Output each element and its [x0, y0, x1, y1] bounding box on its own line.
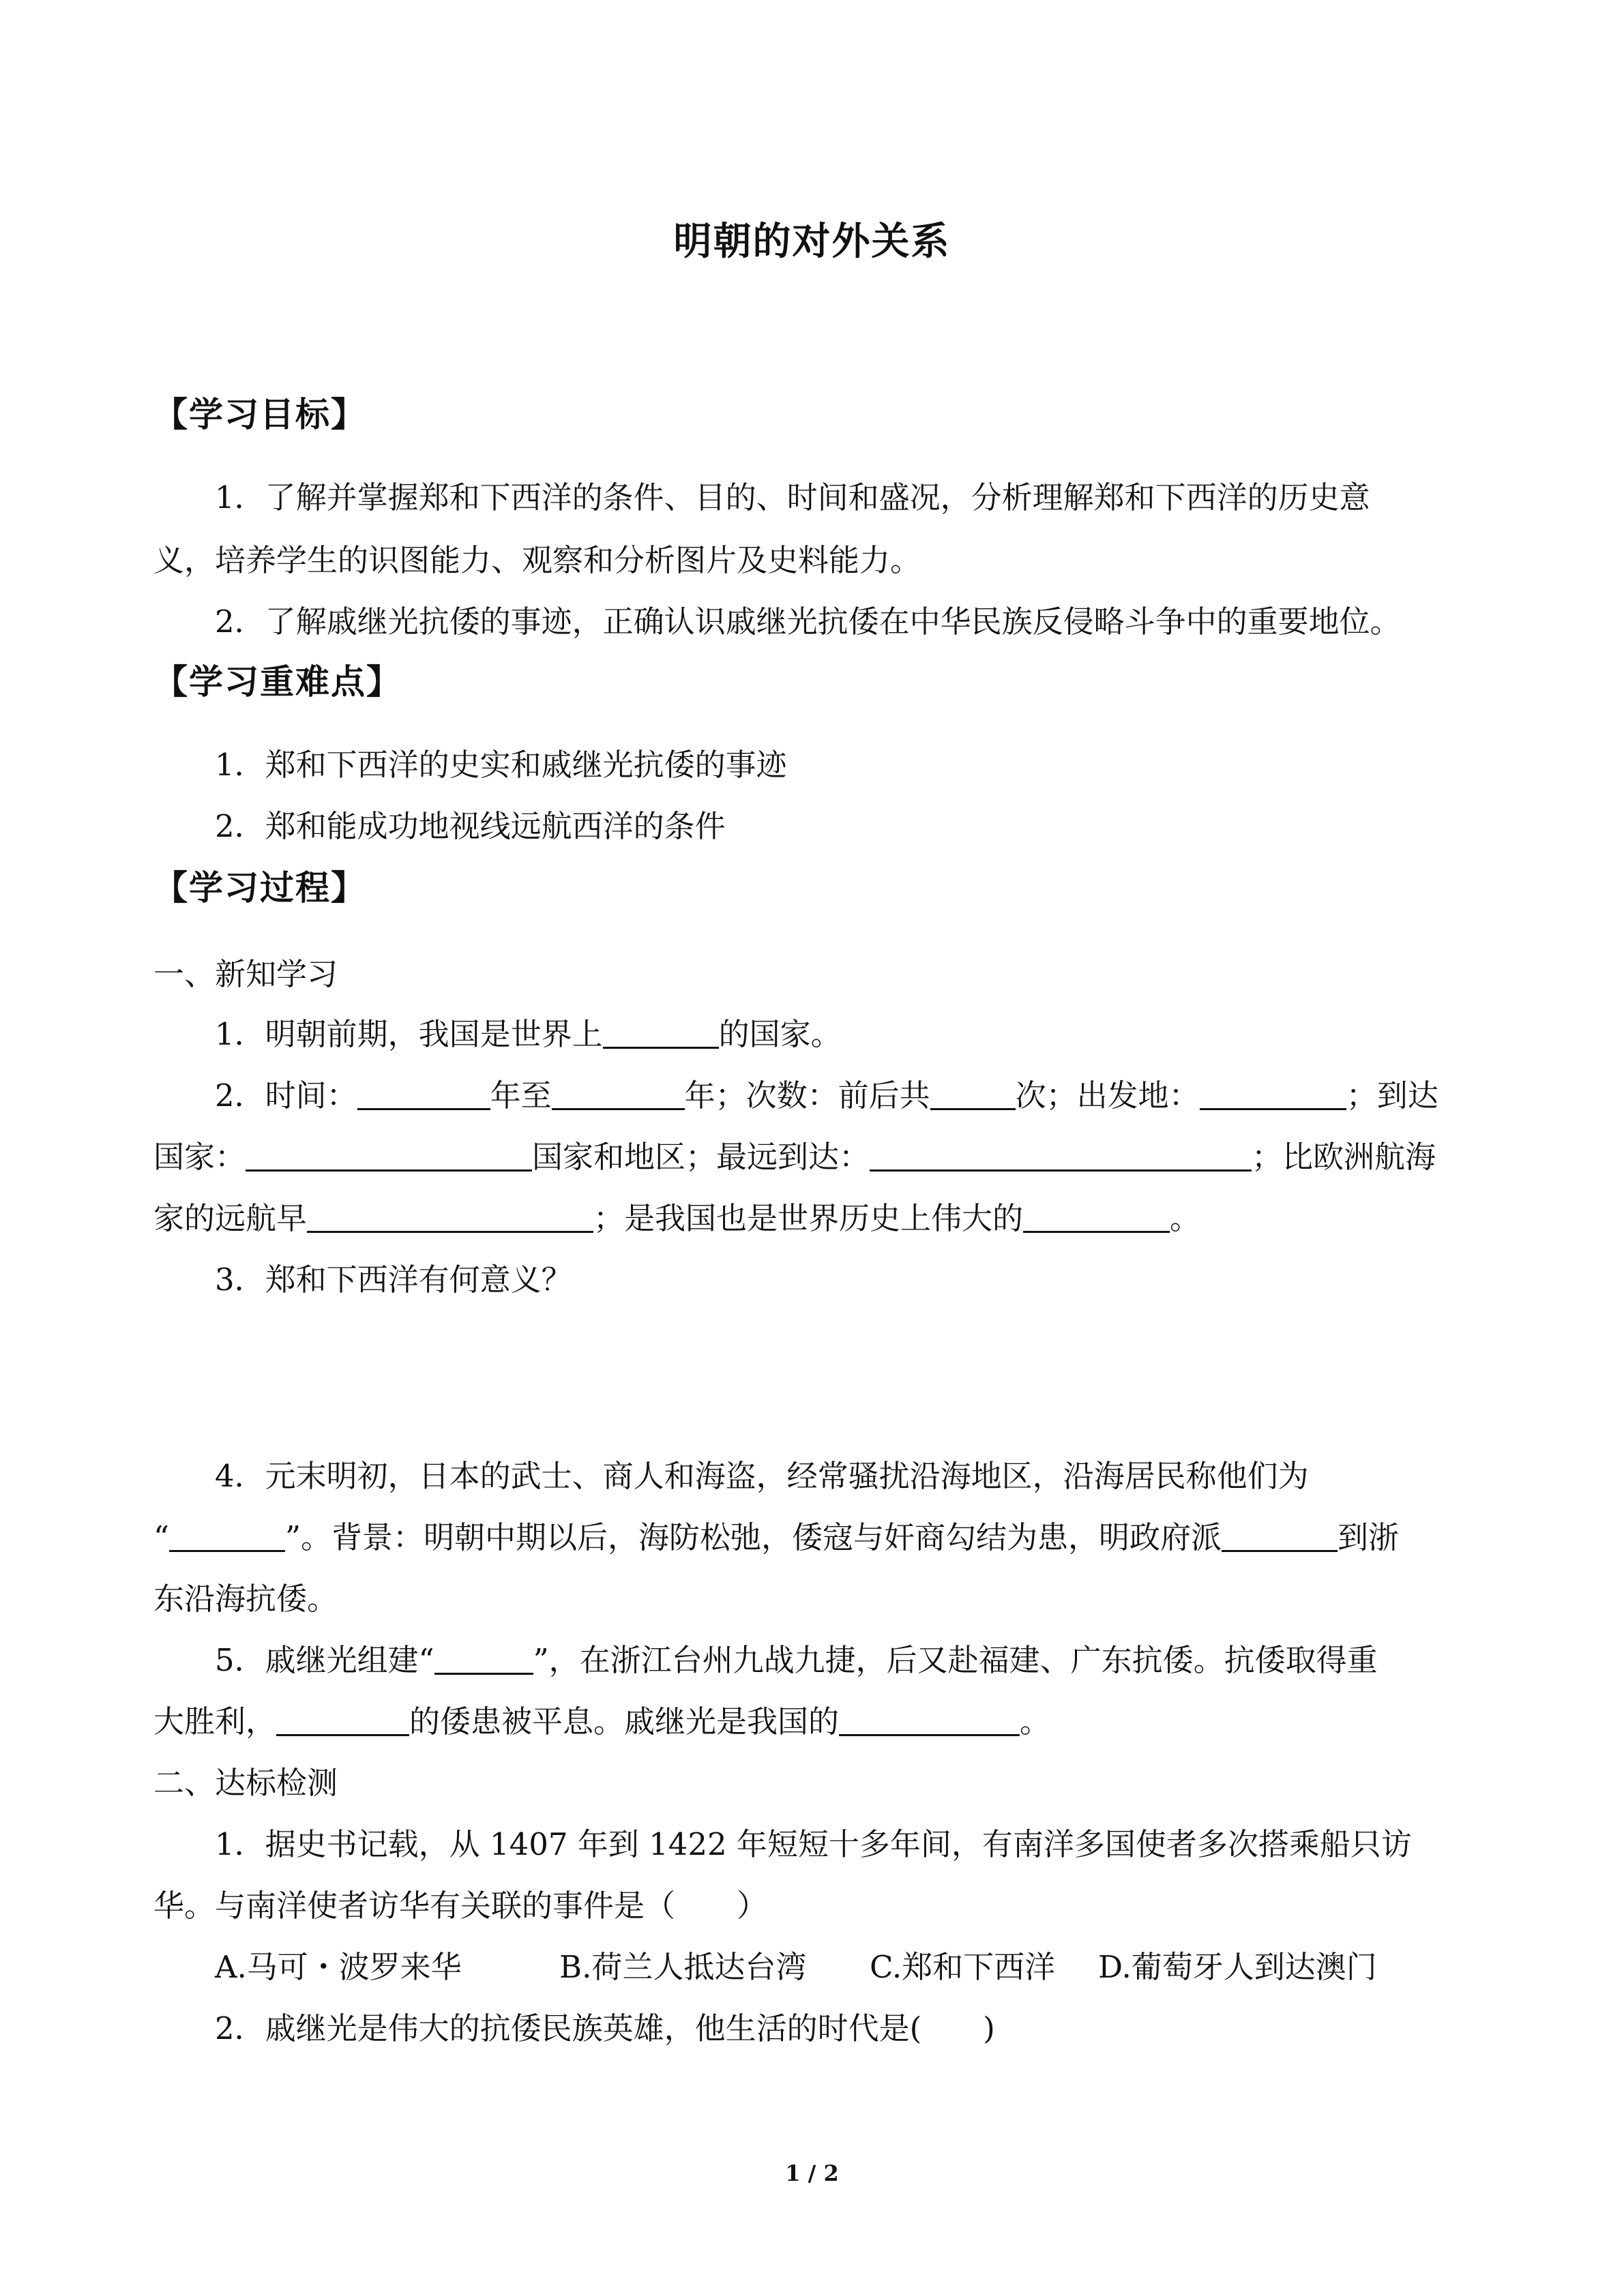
- q2-text: 国家和地区；最远到达：: [532, 1139, 870, 1175]
- part1-heading: 一、新知学习: [153, 956, 338, 992]
- option-c[interactable]: C.郑和下西洋: [870, 1949, 1056, 1985]
- q2-text: 次；出发地：: [1015, 1077, 1200, 1114]
- question-2-line-1: [215, 1071, 1490, 1115]
- q5-text: 大胜利，: [153, 1703, 277, 1740]
- answer-blank[interactable]: [552, 1077, 685, 1110]
- q5-text: 的倭患被平息。戚继光是我国的: [409, 1703, 840, 1740]
- question-5-line-1: [215, 1635, 1490, 1680]
- objective-1-line-2: 义，培养学生的识图能力、观察和分析图片及史料能力。: [153, 542, 921, 578]
- keypoint-1: 1．郑和下西洋的史实和戚继光抗倭的事迹: [215, 747, 787, 783]
- test-1-line-1: 1．据史书记载，从 1407 年到 1422 年短短十多年间，有南洋多国使者多次搭乘船只访: [215, 1826, 1412, 1862]
- question-4-line-1: 4．元末明初，日本的武士、商人和海盗，经常骚扰沿海地区，沿海居民称他们为: [215, 1458, 1309, 1494]
- answer-blank[interactable]: [1222, 1519, 1338, 1552]
- answer-blank[interactable]: [1023, 1199, 1170, 1233]
- q4-text: 到浙: [1338, 1519, 1400, 1555]
- q4-text: “: [153, 1519, 170, 1555]
- q5-text: 。: [1020, 1703, 1051, 1740]
- option-d[interactable]: D.葡萄牙人到达澳门: [1098, 1949, 1377, 1985]
- answer-blank[interactable]: [1200, 1077, 1346, 1110]
- question-4-line-3: 东沿海抗倭。: [153, 1581, 338, 1617]
- answer-blank[interactable]: [930, 1077, 1016, 1110]
- keypoint-2: 2．郑和能成功地视线远航西洋的条件: [215, 808, 726, 844]
- question-5-line-2: [153, 1697, 1490, 1741]
- q5-text: ”，在浙江台州九战九捷，后又赴福建、广东抗倭。抗倭取得重: [533, 1642, 1378, 1678]
- option-b[interactable]: B.荷兰人抵达台湾: [559, 1949, 807, 1985]
- answer-blank[interactable]: [307, 1199, 593, 1233]
- test-2: 2．戚继光是伟大的抗倭民族英雄，他生活的时代是( ): [215, 2010, 995, 2046]
- q2-text: 国家：: [153, 1139, 246, 1175]
- answer-blank[interactable]: [357, 1077, 490, 1110]
- answer-blank[interactable]: [603, 1015, 719, 1049]
- keypoints-heading: 【学习重难点】: [153, 662, 402, 702]
- q2-text: 家的远航早: [153, 1200, 308, 1236]
- question-3: 3．郑和下西洋有何意义？: [215, 1262, 572, 1298]
- q2-text: ；是我国也是世界历史上伟大的: [593, 1200, 1024, 1236]
- page-title: 明朝的对外关系: [673, 220, 951, 264]
- question-2-line-3: [153, 1193, 1490, 1238]
- q2-text: 年；次数：前后共: [684, 1077, 930, 1114]
- question-1: [215, 1009, 1490, 1054]
- page-number: 1 / 2: [785, 2160, 839, 2186]
- q2-label-time: 2．时间：: [215, 1077, 357, 1114]
- question-4-line-2: [153, 1512, 1490, 1557]
- q2-text: 。: [1170, 1200, 1201, 1236]
- part2-heading: 二、达标检测: [153, 1765, 338, 1801]
- answer-blank[interactable]: [246, 1138, 532, 1172]
- answer-blank[interactable]: [169, 1519, 285, 1552]
- q5-text: 5．戚继光组建“: [215, 1642, 434, 1678]
- answer-blank[interactable]: [839, 1703, 1020, 1736]
- answer-blank[interactable]: [434, 1641, 533, 1675]
- q2-text: 年至: [490, 1077, 552, 1114]
- answer-blank[interactable]: [870, 1138, 1252, 1172]
- test-1-line-2: 华。与南洋使者访华有关联的事件是（ ）: [153, 1888, 768, 1924]
- question-1-text: 1．明朝前期，我国是世界上: [215, 1016, 603, 1052]
- q2-text: ；到达: [1346, 1077, 1438, 1114]
- answer-blank[interactable]: [276, 1703, 409, 1736]
- objective-1-line-1: 1．了解并掌握郑和下西洋的条件、目的、时间和盛况，分析理解郑和下西洋的历史意: [215, 479, 1370, 516]
- q4-text: ”。背景：明朝中期以后，海防松弛，倭寇与奸商勾结为患，明政府派: [285, 1519, 1222, 1555]
- question-1-text-end: 的国家。: [718, 1016, 842, 1052]
- objective-2: 2．了解戚继光抗倭的事迹，正确认识戚继光抗倭在中华民族反侵略斗争中的重要地位。: [215, 603, 1401, 640]
- process-heading: 【学习过程】: [153, 868, 366, 908]
- q2-text: ；比欧洲航海: [1252, 1139, 1436, 1175]
- question-2-line-2: [153, 1132, 1490, 1176]
- objectives-heading: 【学习目标】: [153, 395, 366, 434]
- option-a[interactable]: A.马可・波罗来华: [215, 1949, 462, 1985]
